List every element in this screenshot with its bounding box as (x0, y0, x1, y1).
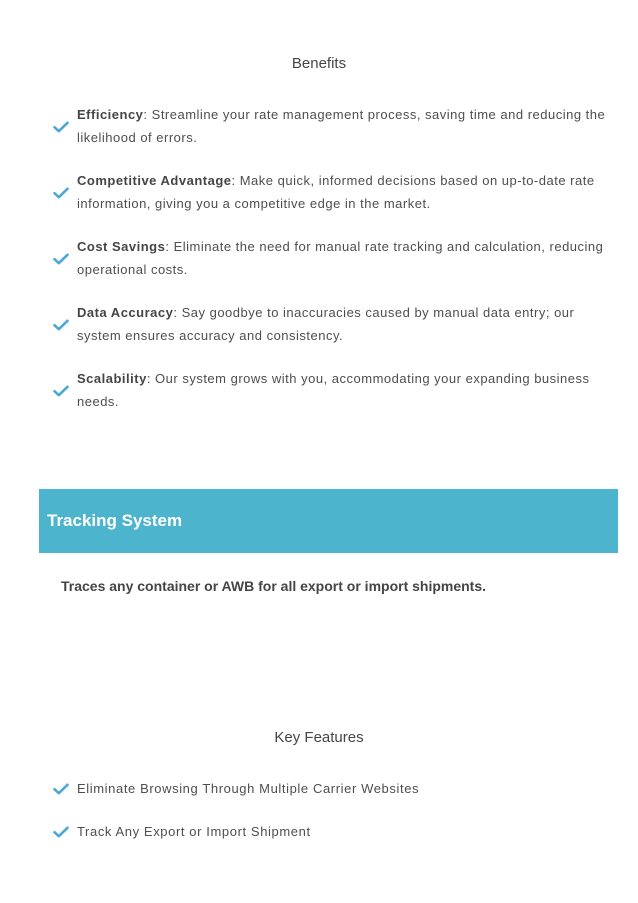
checkmark-icon (53, 783, 69, 795)
tracking-system-banner (39, 489, 618, 553)
benefit-title: Scalability (77, 371, 147, 386)
checkmark-icon (53, 826, 69, 838)
benefit-title: Data Accuracy (77, 305, 174, 320)
benefit-description: : Make quick, informed decisions based on up-to-date rate information, giving you a competitive edge in the market. (77, 173, 595, 211)
benefit-item (77, 104, 607, 149)
benefit-description: : Our system grows with you, accommodating your expanding business needs. (77, 371, 590, 409)
key-features-heading: Key Features (274, 729, 364, 746)
benefit-description: : Eliminate the need for manual rate tracking and calculation, reducing operational costs. (77, 239, 604, 277)
feature-item: Track Any Export or Import Shipment (77, 824, 311, 839)
checkmark-icon (53, 187, 69, 199)
benefits-heading: Benefits (291, 55, 347, 72)
tracking-system-description: Traces any container or AWB for all export or import shipments. (61, 578, 487, 594)
benefit-title: Efficiency (77, 107, 144, 122)
checkmark-icon (53, 319, 69, 331)
feature-item: Eliminate Browsing Through Multiple Carrier Websites (77, 781, 420, 796)
benefit-description: : Say goodbye to inaccuracies caused by manual data entry; our system ensures accuracy and consistency. (77, 305, 575, 343)
tracking-system-title: Tracking System (47, 511, 183, 530)
benefit-item (77, 170, 607, 215)
checkmark-icon (53, 121, 69, 133)
benefit-title: Competitive Advantage (77, 173, 232, 188)
benefit-item (77, 368, 607, 413)
benefit-description: : Streamline your rate management process, saving time and reducing the likelihood of errors. (77, 107, 606, 145)
benefit-item (77, 302, 607, 347)
checkmark-icon (53, 385, 69, 397)
benefit-title: Cost Savings (77, 239, 166, 254)
checkmark-icon (53, 253, 69, 265)
benefit-item (77, 236, 607, 281)
